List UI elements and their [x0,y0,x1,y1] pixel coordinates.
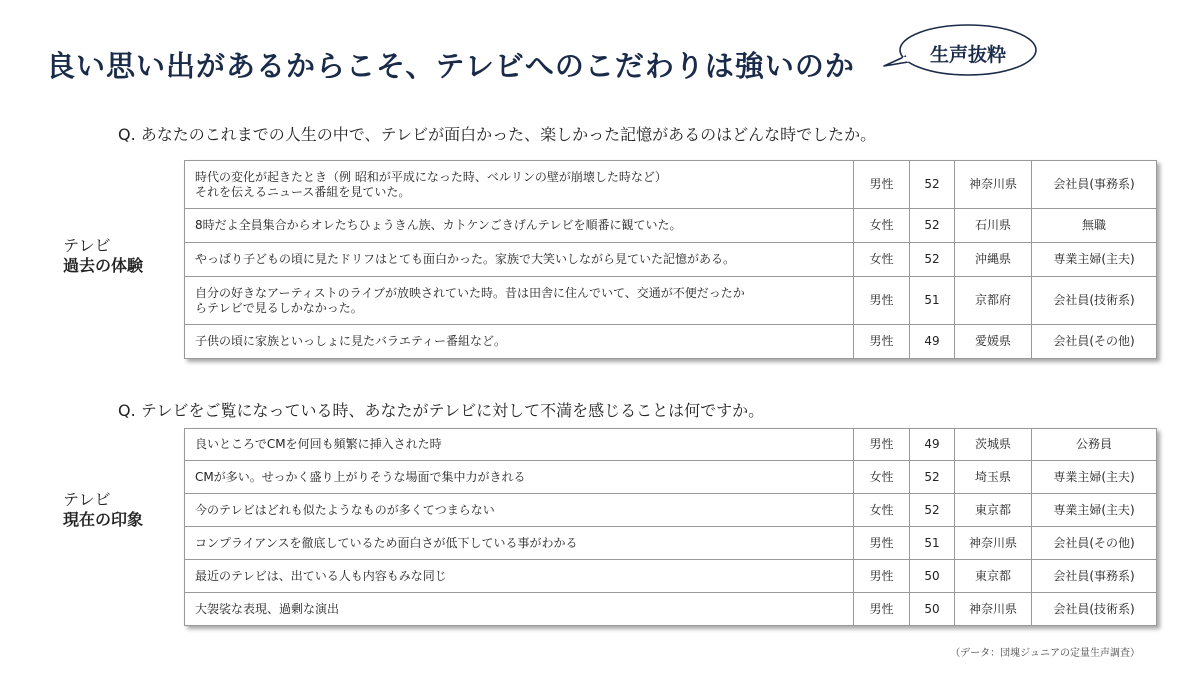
gender-cell: 女性 [854,243,910,277]
prefecture-cell: 神奈川県 [955,161,1032,209]
response-row [185,593,1157,626]
occupation-cell: 会社員(技術系) [1032,277,1157,325]
section-label-past [63,236,143,276]
section-label-current [63,490,143,530]
comment-cell: 8時だよ全員集合からオレたちひょうきん族、カトケンごきげんテレビを順番に観ていた。 [185,209,854,243]
occupation-cell: 専業主婦(主夫) [1032,461,1157,494]
bubble-label: 生声抜粋 [929,44,1006,66]
data-source-note: （データ：団塊ジュニアの定量生声調査） [950,648,1140,659]
response-row [185,461,1157,494]
prefecture-cell: 京都府 [955,277,1032,325]
response-table-current [184,428,1157,626]
occupation-cell: 無職 [1032,209,1157,243]
response-row [185,161,1157,209]
comment-cell: 自分の好きなアーティストのライブが放映されていた時。昔は田舎に住んでいて、交通が不便だったか らテレビで見るしかなかった。 [185,277,854,325]
gender-cell: 男性 [854,593,910,626]
comment-cell: 大袈裟な表現、過剰な演出 [185,593,854,626]
prefecture-cell: 沖縄県 [955,243,1032,277]
gender-cell: 男性 [854,560,910,593]
gender-cell: 男性 [854,277,910,325]
age-cell: 52 [910,209,955,243]
prefecture-cell: 石川県 [955,209,1032,243]
gender-cell: 女性 [854,461,910,494]
comment-cell: 時代の変化が起きたとき（例 昭和が平成になった時、ベルリンの壁が崩壊した時など） それを伝えるニュース番組を見ていた。 [185,161,854,209]
comment-cell: コンプライアンスを徹底しているため面白さが低下している事がわかる [185,527,854,560]
prefecture-cell: 神奈川県 [955,527,1032,560]
occupation-cell: 会社員(その他) [1032,527,1157,560]
question-2: Q. テレビをご覧になっている時、あなたがテレビに対して不満を感じることは何ですか。 [118,401,765,420]
comment-cell: CMが多い。せっかく盛り上がりそうな場面で集中力がきれる [185,461,854,494]
occupation-cell: 専業主婦(主夫) [1032,243,1157,277]
occupation-cell: 会社員(事務系) [1032,560,1157,593]
section-label-line2: 現在の印象 [63,510,144,529]
section-label-line1: テレビ [63,490,111,509]
response-row [185,560,1157,593]
comment-cell: 良いところでCMを何回も頻繁に挿入された時 [185,429,854,461]
gender-cell: 男性 [854,527,910,560]
age-cell: 49 [910,325,955,359]
occupation-cell: 公務員 [1032,429,1157,461]
age-cell: 52 [910,494,955,527]
response-row [185,277,1157,325]
comment-cell: 子供の頃に家族といっしょに見たバラエティー番組など。 [185,325,854,359]
response-table-past [184,160,1157,359]
response-row [185,325,1157,359]
response-row [185,209,1157,243]
response-row [185,494,1157,527]
gender-cell: 女性 [854,209,910,243]
prefecture-cell: 愛媛県 [955,325,1032,359]
gender-cell: 男性 [854,429,910,461]
age-cell: 52 [910,161,955,209]
age-cell: 52 [910,461,955,494]
gender-cell: 女性 [854,494,910,527]
occupation-cell: 専業主婦(主夫) [1032,494,1157,527]
age-cell: 52 [910,243,955,277]
occupation-cell: 会社員(事務系) [1032,161,1157,209]
prefecture-cell: 東京都 [955,560,1032,593]
age-cell: 51 [910,277,955,325]
gender-cell: 男性 [854,325,910,359]
occupation-cell: 会社員(その他) [1032,325,1157,359]
speech-bubble [880,22,1040,82]
age-cell: 50 [910,560,955,593]
response-row [185,429,1157,461]
response-row [185,527,1157,560]
gender-cell: 男性 [854,161,910,209]
prefecture-cell: 埼玉県 [955,461,1032,494]
age-cell: 51 [910,527,955,560]
question-1: Q. あなたのこれまでの人生の中で、テレビが面白かった、楽しかった記憶があるのはどんな時でしたか。 [118,125,877,144]
age-cell: 50 [910,593,955,626]
section-label-line2: 過去の体験 [63,256,144,275]
prefecture-cell: 神奈川県 [955,593,1032,626]
comment-cell: やっぱり子どもの頃に見たドリフはとても面白かった。家族で大笑いしながら見ていた記憶がある。 [185,243,854,277]
comment-cell: 最近のテレビは、出ている人も内容もみな同じ [185,560,854,593]
section-label-line1: テレビ [63,236,111,255]
age-cell: 49 [910,429,955,461]
comment-cell: 今のテレビはどれも似たようなものが多くてつまらない [185,494,854,527]
occupation-cell: 会社員(技術系) [1032,593,1157,626]
prefecture-cell: 東京都 [955,494,1032,527]
prefecture-cell: 茨城県 [955,429,1032,461]
response-row [185,243,1157,277]
page-title: 良い思い出があるからこそ、テレビへのこだわりは強いのか [46,49,855,83]
